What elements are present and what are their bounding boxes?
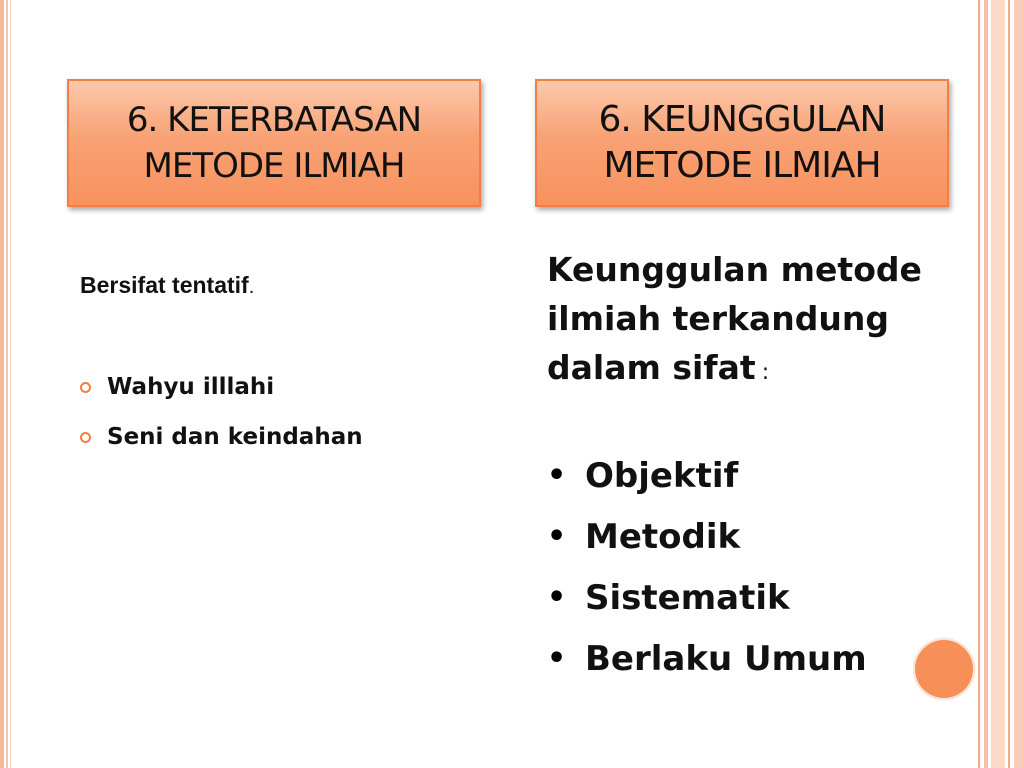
list-item-text: Berlaku Umum	[585, 638, 867, 679]
list-item	[547, 567, 867, 628]
left-border-stripe	[10, 0, 11, 768]
list-item-text: Sistematik	[585, 577, 790, 618]
left-bullet-list	[80, 362, 363, 462]
left-lead-label: Bersifat tentatif	[80, 272, 249, 298]
bullet-icon: •	[547, 457, 567, 493]
bullet-icon: •	[547, 579, 567, 615]
list-item	[80, 362, 363, 412]
list-item-text: Seni dan keindahan	[107, 424, 363, 450]
list-item-text: Metodik	[585, 516, 741, 557]
list-item-text: Wahyu illlahi	[107, 374, 275, 400]
right-border-stripe	[984, 0, 988, 768]
left-title-line-1: 6. KETERBATASAN	[126, 100, 422, 140]
right-border-stripe	[991, 0, 1005, 768]
left-border-stripe	[6, 0, 8, 768]
bullet-icon: •	[547, 518, 567, 554]
bullet-icon: •	[547, 640, 567, 676]
list-item-text: Objektif	[585, 455, 739, 496]
left-lead-text	[80, 272, 254, 299]
list-item	[547, 445, 867, 506]
circle-bullet-icon	[80, 382, 91, 393]
decorative-circle-icon	[913, 638, 975, 700]
right-border-stripe	[1008, 0, 1010, 768]
list-item	[547, 628, 867, 689]
right-lead-punct: :	[761, 360, 770, 385]
right-title-line-2: METODE ILMIAH	[603, 145, 881, 186]
right-border-stripe	[1014, 0, 1024, 768]
right-bullet-list	[547, 445, 867, 689]
right-title-box	[535, 79, 949, 207]
list-item	[547, 506, 867, 567]
left-border-stripe	[0, 0, 4, 768]
left-lead-punct: .	[248, 276, 255, 298]
right-lead-text	[547, 245, 967, 397]
right-border-stripe	[978, 0, 980, 768]
right-title-line-1: 6. KEUNGGULAN	[598, 99, 886, 140]
list-item	[80, 412, 363, 462]
left-title-box	[67, 79, 481, 207]
right-lead-label: Keunggulan metode ilmiah terkandung dalam sifat	[547, 250, 922, 387]
circle-bullet-icon	[80, 432, 91, 443]
left-title-line-2: METODE ILMIAH	[143, 146, 405, 186]
